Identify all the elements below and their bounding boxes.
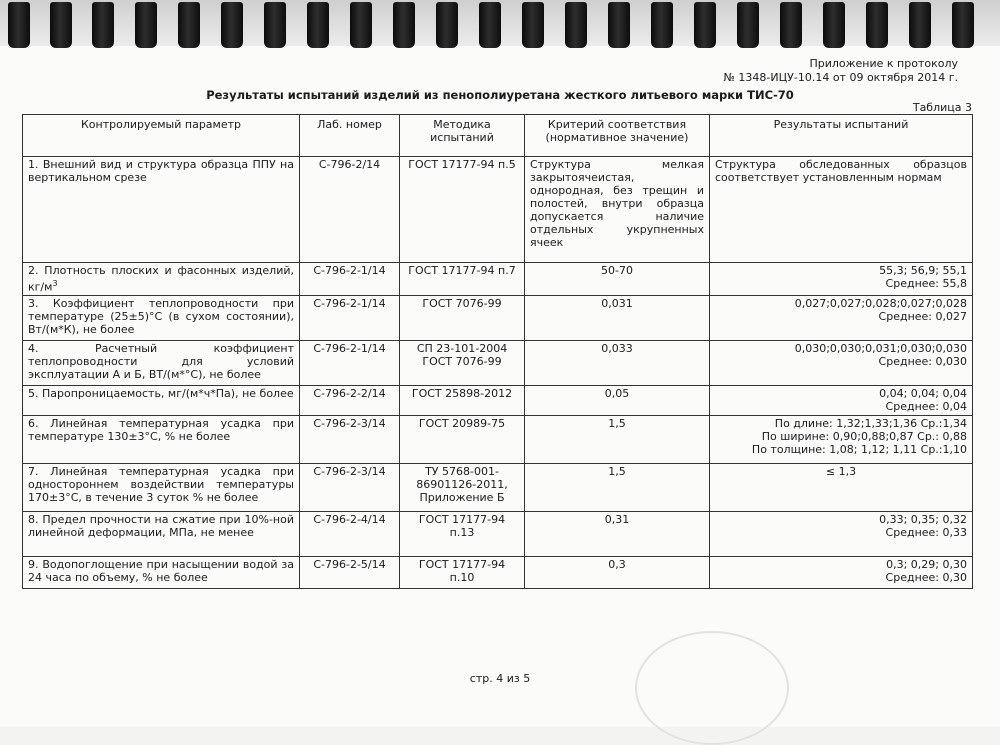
lab-cell: С-796-2-1/14: [300, 295, 400, 340]
method-cell: ГОСТ 17177-94 п.5: [400, 157, 525, 263]
binding-ring: [436, 2, 458, 48]
table-row: [23, 263, 973, 296]
result-line: 0,030;0,030;0,031;0,030;0,030: [794, 341, 967, 355]
result-cell: Структура обследованных образцов соответствует установленным нормам: [710, 157, 973, 263]
table-row: [23, 340, 973, 385]
criterion-cell: 0,033: [525, 340, 710, 385]
lab-cell: С-796-2-4/14: [300, 511, 400, 556]
binding-ring: [522, 2, 544, 48]
table-row: [23, 415, 973, 463]
result-line: По ширине: 0,90;0,88;0,87 Ср.: 0,88: [761, 429, 967, 443]
result-line: 0,33; 0,35; 0,32: [879, 512, 967, 526]
column-header-parameter: Контролируемый параметр: [23, 115, 300, 157]
binding-ring: [823, 2, 845, 48]
criterion-cell: 0,31: [525, 511, 710, 556]
result-cell: [710, 415, 973, 463]
table-row: [23, 385, 973, 415]
lab-cell: С-796-2-1/14: [300, 340, 400, 385]
param-cell: 3. Коэффициент теплопроводности при температуре (25±5)°С (в сухом состоянии), Вт/(м*К), не более: [23, 295, 300, 340]
appendix-line-1: Приложение к протоколу: [809, 57, 958, 70]
param-cell: 7. Линейная температурная усадка при одностороннем воздействии температуры 170±3°С, в течение 3 суток % не более: [23, 463, 300, 511]
table-row: [23, 511, 973, 556]
method-cell: ГОСТ 20989-75: [400, 415, 525, 463]
binding-ring: [479, 2, 501, 48]
binding-ring: [694, 2, 716, 48]
result-line: 0,3; 0,29; 0,30: [886, 557, 967, 571]
criterion-cell: 1,5: [525, 463, 710, 511]
result-cell: [710, 295, 973, 340]
binding-ring: [307, 2, 329, 48]
result-average: Среднее: 0,030: [878, 354, 967, 368]
result-average: Среднее: 55,8: [885, 277, 967, 290]
binding-ring: [135, 2, 157, 48]
result-line: По длине: 1,32;1,33;1,36 Ср.:1,34: [774, 416, 967, 430]
lab-cell: С-796-2-2/14: [300, 385, 400, 415]
table-row: [23, 295, 973, 340]
result-line: 0,04; 0,04; 0,04: [879, 386, 967, 400]
column-header-results: Результаты испытаний: [710, 115, 973, 157]
method-cell: ГОСТ 17177-94 п.10: [400, 556, 525, 588]
result-cell: [710, 511, 973, 556]
method-cell: ГОСТ 17177-94 п.13: [400, 511, 525, 556]
binding-ring: [50, 2, 72, 48]
page-number: стр. 4 из 5: [469, 672, 531, 685]
binding-ring: [737, 2, 759, 48]
binding-ring: [565, 2, 587, 48]
result-average: Среднее: 0,04: [885, 399, 967, 413]
result-cell: [710, 263, 973, 296]
lab-cell: С-796-2-3/14: [300, 463, 400, 511]
lab-cell: С-796-2-3/14: [300, 415, 400, 463]
result-line: 55,3; 56,9; 55,1: [879, 264, 967, 277]
lab-cell: С-796-2/14: [300, 157, 400, 263]
results-table: [22, 114, 973, 589]
result-cell: [710, 340, 973, 385]
table-row: [23, 556, 973, 588]
table-label: Таблица 3: [912, 101, 972, 114]
result-average: Среднее: 0,30: [885, 570, 967, 584]
table-row: [23, 157, 973, 263]
criterion-cell: 50-70: [525, 263, 710, 296]
param-cell: 2. Плотность плоских и фасонных изделий, $кг/м^3$: [23, 263, 300, 296]
result-line: 0,027;0,027;0,028;0,027;0,028: [794, 296, 967, 310]
table-row: [23, 463, 973, 511]
faint-stamp-bleedthrough: [635, 631, 789, 745]
result-cell: ≤ 1,3: [710, 463, 973, 511]
lab-cell: С-796-2-1/14: [300, 263, 400, 296]
binding-ring: [909, 2, 931, 48]
binding-ring: [608, 2, 630, 48]
result-line: По толщине: 1,08; 1,12; 1,11 Ср.:1,10: [751, 442, 967, 456]
document-title: Результаты испытаний изделий из пенополиуретана жесткого литьевого марки ТИС-70: [206, 88, 794, 102]
binding-ring: [92, 2, 114, 48]
result-average: Среднее: 0,33: [885, 525, 967, 539]
binding-ring: [651, 2, 673, 48]
binding-ring: [866, 2, 888, 48]
criterion-cell: 0,3: [525, 556, 710, 588]
binding-ring: [350, 2, 372, 48]
criterion-cell: 0,031: [525, 295, 710, 340]
param-cell: 4. Расчетный коэффициент теплопроводности для условий эксплуатации А и Б, ВТ/(м*°С), не более: [23, 340, 300, 385]
method-cell: [400, 340, 525, 385]
appendix-reference: [723, 57, 958, 85]
binding-ring: [264, 2, 286, 48]
param-cell: 1. Внешний вид и структура образца ППУ на вертикальном срезе: [23, 157, 300, 263]
param-cell: 6. Линейная температурная усадка при температуре 130±3°С, % не более: [23, 415, 300, 463]
param-cell: 5. Паропроницаемость, мг/(м*ч*Па), не более: [23, 385, 300, 415]
method-cell: ГОСТ 17177-94 п.7: [400, 263, 525, 296]
method-cell: ГОСТ 7076-99: [400, 295, 525, 340]
param-cell: 9. Водопоглощение при насыщении водой за 24 часа по объему, % не более: [23, 556, 300, 588]
criterion-cell: 1,5: [525, 415, 710, 463]
param-cell: 8. Предел прочности на сжатие при 10%-ной линейной деформации, МПа, не менее: [23, 511, 300, 556]
criterion-cell: 0,05: [525, 385, 710, 415]
lab-cell: С-796-2-5/14: [300, 556, 400, 588]
result-cell: [710, 385, 973, 415]
binding-ring: [221, 2, 243, 48]
table-header-row: [23, 115, 973, 157]
result-cell: [710, 556, 973, 588]
method-line: ГОСТ 7076-99: [422, 354, 502, 368]
method-line: СП 23-101-2004: [416, 341, 508, 355]
binding-ring: [952, 2, 974, 48]
method-cell: ГОСТ 25898-2012: [400, 385, 525, 415]
binding-ring: [780, 2, 802, 48]
appendix-line-2: № 1348-ИЦУ-10.14 от 09 октября 2014 г.: [723, 71, 958, 84]
binding-ring: [178, 2, 200, 48]
column-header-criterion: Критерий соответствия (нормативное значение): [525, 115, 710, 157]
binding-ring: [393, 2, 415, 48]
criterion-cell: Структура мелкая закрытоячеистая, однородная, без трещин и полостей, внутри образца допускается наличие отдельных укрупненных ячеек: [525, 157, 710, 263]
column-header-method: Методика испытаний: [400, 115, 525, 157]
method-cell: ТУ 5768-001-86901126-2011, Приложение Б: [400, 463, 525, 511]
result-average: Среднее: 0,027: [878, 309, 967, 323]
column-header-lab-number: Лаб. номер: [300, 115, 400, 157]
binding-ring: [8, 2, 30, 48]
